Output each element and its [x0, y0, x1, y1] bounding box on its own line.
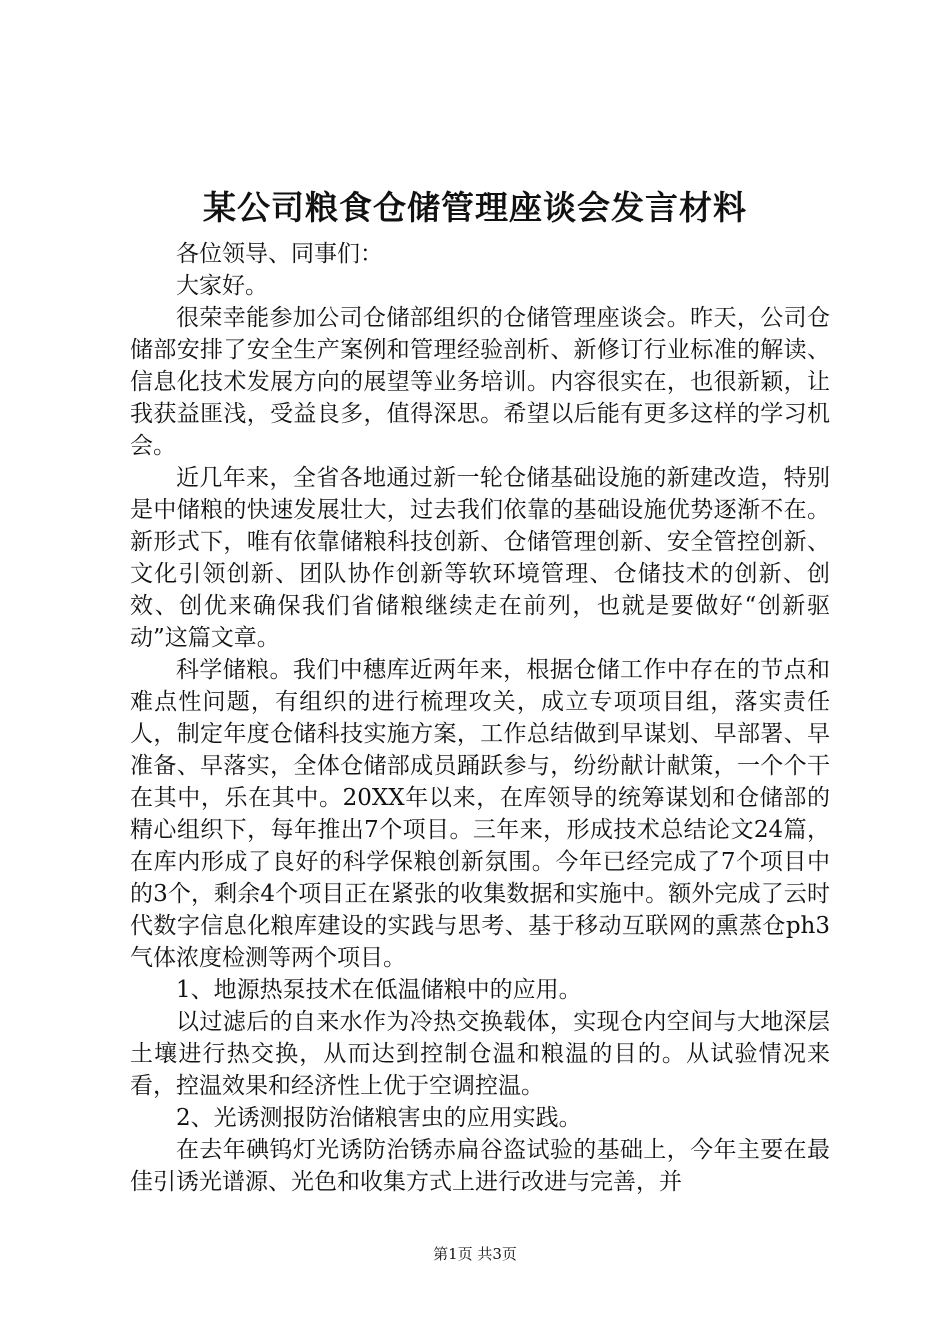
- page-footer: 第1页 共3页: [433, 1245, 517, 1263]
- paragraph-intro: 很荣幸能参加公司仓储部组织的仓储管理座谈会。昨天，公司仓储部安排了安全生产案例和管理经验剖析、新修订行业标准的解读、信息化技术发展方向的展望等业务培训。内容很实在，也很新颖，让我获益匪浅，受益良多，值得深思。希望以后能有更多这样的学习机会。: [130, 305, 830, 459]
- item-heading-2: 2、光诱测报防治储粮害虫的应用实践。: [176, 1105, 582, 1131]
- item-body-2: 在去年碘钨灯光诱防治锈赤扁谷盗试验的基础上，今年主要在最佳引诱光谱源、光色和收集方式上进行改进与完善，并: [130, 1137, 830, 1195]
- document-body: [130, 238, 830, 1198]
- greeting: 大家好。: [176, 273, 268, 299]
- paragraph-innovation: 近几年来，全省各地通过新一轮仓储基础设施的新建改造，特别是中储粮的快速发展壮大，过去我们依靠的基础设施优势逐渐不在。新形式下，唯有依靠储粮科技创新、仓储管理创新、安全管控创新、文化引领创新、团队协作创新等软环境管理、仓储技术的创新、创效、创优来确保我们省储粮继续走在前列，也就是要做好“创新驱动”这篇文章。: [130, 465, 830, 651]
- document-title: 某公司粮食仓储管理座谈会发言材料: [203, 188, 747, 227]
- paragraph-science-storage: 科学储粮。我们中穗库近两年来，根据仓储工作中存在的节点和难点性问题，有组织的进行梳理攻关，成立专项项目组，落实责任人，制定年度仓储科技实施方案，工作总结做到早谋划、早部署、早准备、早落实，全体仓储部成员踊跃参与，纷纷献计献策，一个个干在其中，乐在其中。20XX年以来，在库领导的统筹谋划和仓储部的精心组织下，每年推出7个项目。三年来，形成技术总结论文24篇，在库内形成了良好的科学保粮创新氛围。今年已经完成了7个项目中的3个，剩余4个项目正在紧张的收集数据和实施中。额外完成了云时代数字信息化粮库建设的实践与思考、基于移动互联网的熏蒸仓ph3气体浓度检测等两个项目。: [130, 657, 830, 971]
- salutation: 各位领导、同事们：: [176, 241, 383, 267]
- item-body-1: 以过滤后的自来水作为冷热交换载体，实现仓内空间与大地深层土壤进行热交换，从而达到控制仓温和粮温的目的。从试验情况来看，控温效果和经济性上优于空调控温。: [130, 1009, 830, 1099]
- item-heading-1: 1、地源热泵技术在低温储粮中的应用。: [176, 977, 582, 1003]
